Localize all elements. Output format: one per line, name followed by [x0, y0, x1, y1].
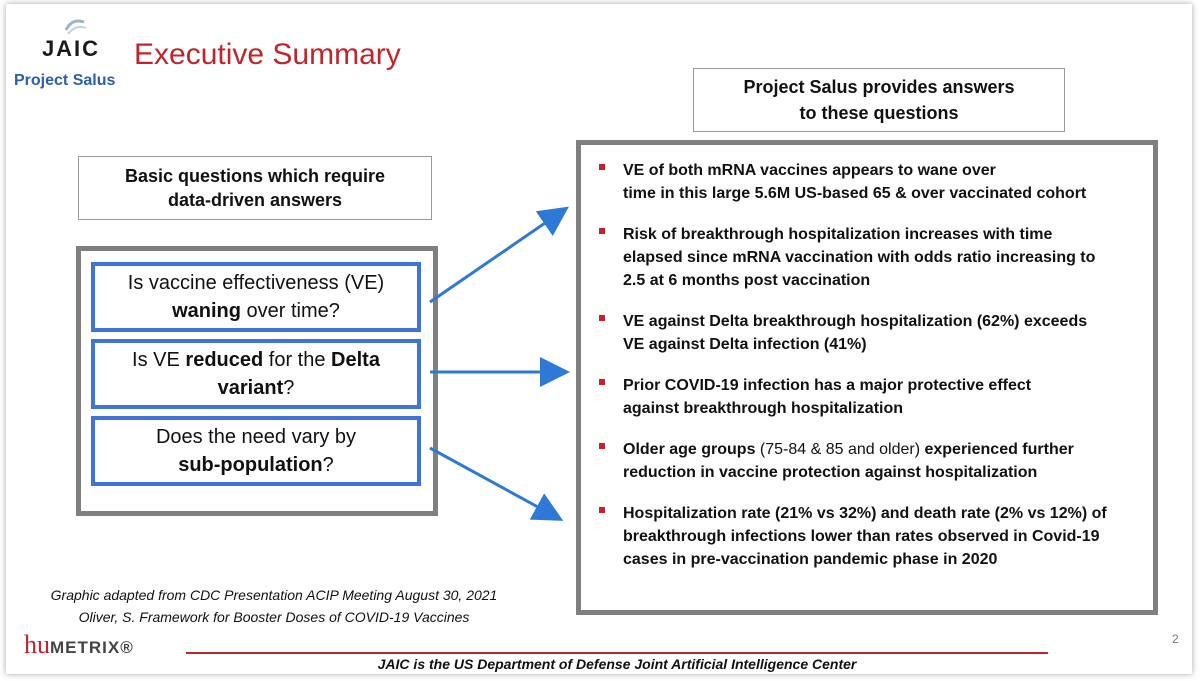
left-title-line-1: Basic questions which require: [124, 166, 386, 186]
q3-text: Does the need vary by: [155, 426, 357, 448]
bullet-4-line-1: Prior COVID-19 infection has a major protective effect: [623, 377, 1032, 394]
bullet-2-line-2: elapsed since mRNA vaccination with odds ratio increasing to: [623, 249, 1096, 266]
bullet-3-line-2: VE against Delta infection (41%): [623, 336, 867, 353]
bullet-marker-icon: [599, 315, 605, 321]
brand-registered: ®: [120, 638, 134, 657]
bullet-marker-icon: [599, 443, 605, 449]
arrow-bottom-icon: [430, 448, 558, 518]
logo-subtitle: Project Salus: [14, 72, 116, 89]
answers-frame: [576, 140, 1158, 615]
page-title: Executive Summary: [134, 38, 401, 71]
bullet-marker-icon: [599, 228, 605, 234]
bullet-2-line-3: 2.5 at 6 months post vaccination: [623, 272, 871, 289]
caption-line-2: Oliver, S. Framework for Booster Doses of COVID-19 Vaccines: [78, 609, 470, 625]
jaic-logo: [26, 16, 116, 62]
bullet-6-line-1: Hospitalization rate (21% vs 32%) and death rate (2% vs 12%) of: [623, 505, 1107, 522]
question-delta: [91, 339, 421, 409]
bullet-marker-icon: [599, 507, 605, 513]
q2-pre: Is VE: [132, 349, 186, 371]
bullet-marker-icon: [599, 164, 605, 170]
left-title-line-2: data-driven answers: [167, 190, 343, 210]
brand-metrix: METRIX: [50, 638, 121, 657]
q3-post: ?: [322, 454, 334, 476]
logo-text: JAIC: [41, 36, 101, 61]
list-item: [595, 223, 1139, 292]
bullet-5-line-1c: experienced further: [920, 441, 1074, 458]
bullet-1-line-2: time in this large 5.6M US-based 65 & over vaccinated cohort: [623, 185, 1087, 202]
bullet-5-line-2: reduction in vaccine protection against hospitalization: [623, 464, 1038, 481]
bullet-5-line-1a: Older age groups: [623, 441, 760, 458]
list-item: [595, 438, 1139, 484]
q2-bold3: variant: [217, 377, 284, 399]
bullet-2-line-1: Risk of breakthrough hospitalization increases with time: [623, 226, 1053, 243]
source-caption: [18, 584, 530, 628]
list-item: [595, 374, 1139, 420]
bullet-6-line-3: cases in pre-vaccination pandemic phase in 2020: [623, 551, 998, 568]
bullet-3-line-1: VE against Delta breakthrough hospitalization (62%) exceeds: [623, 313, 1088, 330]
right-title-line-1: Project Salus provides answers: [743, 77, 1015, 97]
question-waning: [91, 262, 421, 332]
bullet-5-line-1b: (75-84 & 85 and older): [759, 441, 921, 458]
arrow-top-icon: [430, 210, 564, 302]
q2-post: ?: [283, 377, 295, 399]
question-subpopulation: [91, 416, 421, 486]
answers-list: [595, 159, 1139, 589]
footer-text: JAIC is the US Department of Defense Joint Artificial Intelligence Center: [377, 656, 857, 672]
q2-bold1: reduced: [185, 349, 264, 371]
bullet-1-line-1: VE of both mRNA vaccines appears to wane over: [623, 162, 996, 179]
right-panel-title: [693, 68, 1065, 132]
footer-divider: [186, 652, 1048, 654]
humetrix-logo: [24, 630, 134, 660]
page-number: 2: [1172, 632, 1179, 646]
logo-flourish-icon: [66, 21, 86, 34]
bullet-6-line-2: breakthrough infections lower than rates observed in Covid-19: [623, 528, 1100, 545]
list-item: [595, 159, 1139, 205]
q1-bold: waning: [172, 300, 241, 322]
brand-hu: hu: [24, 630, 50, 659]
questions-frame: [76, 246, 438, 516]
q2-bold2: Delta: [331, 349, 380, 371]
list-item: [595, 502, 1139, 571]
q1-text: Is vaccine effectiveness (VE): [127, 272, 385, 294]
q1-post: over time?: [240, 300, 340, 322]
q2-mid: for the: [263, 349, 332, 371]
q3-bold: sub-population: [178, 454, 323, 476]
left-panel-title: [78, 156, 432, 220]
slide: [6, 4, 1192, 674]
list-item: [595, 310, 1139, 356]
bullet-marker-icon: [599, 379, 605, 385]
right-title-line-2: to these questions: [799, 103, 959, 123]
caption-line-1: Graphic adapted from CDC Presentation ACIP Meeting August 30, 2021: [50, 587, 498, 603]
bullet-4-line-2: against breakthrough hospitalization: [623, 400, 904, 417]
